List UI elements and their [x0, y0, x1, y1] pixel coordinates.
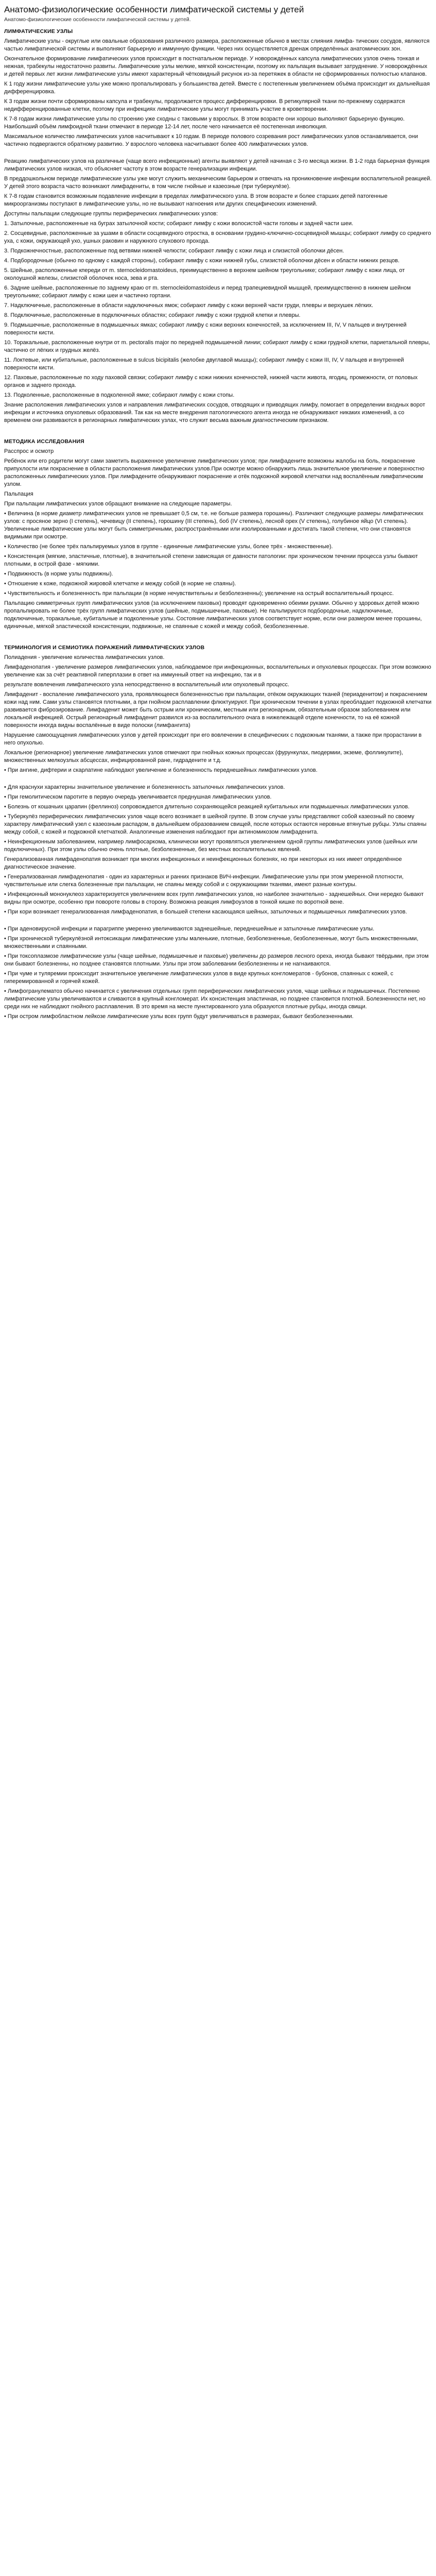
list-item: • При остром лимфобластном лейкозе лимфатические узлы всех групп будут увеличиваться в размерах, бывают безболезненными. [4, 1013, 354, 1020]
list-item: 3. Подкожнечностные, расположенные под ветвями нижней челюсти; собирают лимфу с кожи лица и слизистой оболочки дёсен. [4, 248, 344, 254]
paragraph: Максимальное количество лимфатических узлов насчитывают к 10 годам. В периоде полового созревания рост лимфатических узлов останавливается, они частично подвергаются обратному развитию. У взрослого человека насчитывают более 400 лимфатических узлов. [4, 133, 418, 147]
list-item: • Болезнь от кошачьих царапин (феллиноз) сопровождается длительно сохраняющейся реакцией кубитальных или подмышечных лимфатических узлов. [4, 804, 410, 810]
palpation-heading: Пальпация [4, 491, 33, 497]
paragraph: К 7-8 годам становится возможным подавление инфекции в пределах лимфатического узла. В этом возрасте и более старших детей патогенные микроорганизмы поступают в лимфатические узлы, но не вызывают нагноения или других специфических изменений. [4, 193, 388, 207]
paragraph: К 3 годам жизни почти сформированы капсула и трабекулы, продолжается процесс дифференцировки. В ретикулярной ткани по-прежнему содержатся недифференцированные клетки, поэтому при инфекциях лимфатические узлы могут принимать участие в кроветворении. [4, 98, 405, 112]
list-item: 9. Подмышечные, расположенные в подмышечных ямках; собирают лимфу с кожи верхних конечностей, за исключением III, IV, V пальцев и внутренней поверхности кисти. [4, 322, 407, 336]
list-item: • Лимфогранулематоз обычно начинается с увеличения отдельных групп периферических лимфатических узлов, чаще шейных и подмышечных. Постепенно лимфатические узлы увеличиваются и сливаются в крупный конгломерат. Их консистенция эластичная, но позднее становится плотной. Болезненности нет, но среди них не наблюдают гнойного расплавления. В это время на месте пунктированного узла образуются плотные рубцы, иногда свищи. [4, 988, 426, 1010]
paragraph: К 1 году жизни лимфатические узлы уже можно пропальпировать у большинства детей. Вместе с постепенным увеличением объёма происходит их дальнейшая дифференцировка. [4, 81, 430, 95]
list-item: 2. Сосцевидные, расположенные за ушами в области сосцевидного отростка, в основании грудино-ключично-сосцевидной мышцы; собирают лимфу со среднего уха, с кожи, окружающей ухо, ушных раковин и наружного слухового прохода. [4, 230, 431, 244]
paragraph: Реакцию лимфатических узлов на различные (чаще всего инфекционные) агенты выявляют у детей начиная с 3-го месяца жизни. В 1-2 года барьерная функция лимфатических узлов низкая, что объясняет частоту в этом возрасте генерализации инфекции. [4, 158, 430, 172]
list-item: • При токсоплазмозе лимфатические узлы (чаще шейные, подмышечные и паховые) увеличены до размеров лесного ореха, иногда бывают твёрдыми, при этом они бывают болезненны, но позднее становятся плотными. Узлы при этом заболевании безболезненны и не нагнаиваются. [4, 953, 429, 967]
terminology-heading: ТЕРМИНОЛОГИЯ И СЕМИОТИКА ПОРАЖЕНИЙ ЛИМФАТИЧЕСКИХ УЗЛОВ [4, 645, 205, 651]
page [0, 0, 436, 1038]
lymph-nodes-heading: ЛИМФАТИЧЕСКИЕ УЗЛЫ [4, 28, 73, 35]
list-item: • Консистенция (мягкие, эластичные, плотные), в значительной степени зависящая от давности патологии: при хроническом течении процесса узлы бывают плотными, в острой фазе - мягкими. [4, 553, 418, 567]
list-item: 1. Затылочные, расположенные на буграх затылочной кости; собирают лимфу с кожи волосистой части головы и задней части шеи. [4, 221, 354, 227]
list-item: • Для краснухи характерны значительное увеличение и болезненность затылочных лимфатических узлов. [4, 784, 285, 790]
list-item: • Количество (не более трёх пальпируемых узлов в группе - единичные лимфатические узлы, более трёх - множественные). [4, 544, 333, 550]
list-item: 8. Подключичные, расположенные в подключичных областях; собирают лимфу с кожи грудной клетки и плевры. [4, 312, 301, 318]
list-item: • Генерализованная лимфаденопатия - один из характерных и ранних признаков ВИЧ-инфекции. Лимфатические узлы при этом умеренной плотности, чувствительные или слегка болезненные при пальпации, не спаяны между собой и с окружающими тканями, имеют разные контуры. [4, 874, 404, 888]
paragraph: Знание расположения лимфатических узлов и направления лимфатических сосудов, отводящих и приводящих лимфу, помогает в определении входных ворот инфекции и источника опухолевых образований. Так как на месте внедрения патологического агента иногда не обнаруживают никаких изменений, а со временем они развиваются в регионарных лимфатических узлах, что служит весьма важным диагностическим признаком. [4, 402, 425, 423]
list-item: • Туберкулёз периферических лимфатических узлов чаще всего возникает в шейной группе. В этом случае узлы представляют собой казеозный по своему характеру лимфатический узел с казеозным распадом, в дальнейшем образованием свищей, после которых остаются неровные втянутые рубцы. Узлы спаяны между собой, с кожей и подкожной клетчаткой. Аналогичные изменения наблюдают при актиномикозом лимфаденита. [4, 814, 427, 835]
list-item: • При чуме и туляремии происходит значительное увеличение лимфатических узлов в виде крупных конгломератов - бубонов, спаянных с кожей, с гиперемированной и горячей кожей. [4, 971, 394, 985]
list-item: • Подвижность (в норме узлы подвижны). [4, 571, 113, 577]
list-item: 11. Локтевые, или кубитальные, расположенные в sulcus bicipitalis (желобке двуглавой мышцы); собирают лимфу с кожи III, IV, V пальцев и внутренней поверхности кисти. [4, 357, 404, 371]
list-item: 6. Задние шейные, расположенные по заднему краю от m. sternocleidomastoideus и перед трапециевидной мышцей, преимущественно в нижнем шейном треугольнике; собирают лимфу с кожи шеи и частично гортани. [4, 285, 411, 299]
paragraph: Лимфаденопатия - увеличение размеров лимфатических узлов, наблюдаемое при инфекционных, воспалительных и опухолевых процессах. При этом возможно увеличение как за счёт реактивной гиперплазии в ответ на иммунный ответ на инфекцию, так и в [4, 664, 431, 678]
list-item: 12. Паховые, расположенные по ходу паховой связки; собирают лимфу с кожи нижних конечностей, нижней части живота, ягодиц, промежности, от половых органов и заднего прохода. [4, 375, 418, 388]
list-item: 10. Торакальные, расположенные кнутри от m. pectoralis major по передней подмышечной линии; собирают лимфу с кожи грудной клетки, париетальной плевры, частично от лёгких и грудных желёз. [4, 340, 430, 353]
list-item: Генерализованная лимфаденопатия возникает при многих инфекционных и неинфекционных болезнях, но при некоторых из них имеет определённое диагностическое значение. [4, 856, 402, 870]
paragraph: Лимфатические узлы - округлые или овальные образования различного размера, расположенные обычно в местах слияния лимфа- тических сосудов, являются частью лимфатической системы и выполняют барьерную и иммунную функции. Через них осуществляется дренаж определённых анатомических зон. [4, 38, 430, 52]
paragraph: • При ангине, дифтерии и скарлатине наблюдают увеличение и болезненность переднешейных лимфатических узлов. [4, 767, 318, 773]
paragraph: Лимфаденит - воспаление лимфатического узла, проявляющееся болезненностью при пальпации, отёком окружающих тканей (периаденитом) и покраснением кожи над ним. Сами узлы становятся плотными, а при гнойном расплавлении флюктуируют. При хроническом течении в узлах преобладает подкожной клетчатки развивается фиброзирование. Лимфаденит может быть острым или хроническим, местным или регионарным, обязательным образом заболеванием или локальной инфекцией. Острый регионарный лимфаденит развился из-за воспалительного очага в нижележащей отделе конечности, то на её кожной поверхности иногда видны воспалённые в виде полоски (лимфангита) [4, 691, 432, 728]
paragraph: К 7-8 годам жизни лимфатические узлы по строению уже сходны с таковыми у взрослых. В этом возрасте они хорошо выполняют барьерную функцию. Наибольший объём лимфоидной ткани отмечают в периоде 12-14 лет, после чего начинается её постепенная инволюция. [4, 116, 405, 130]
paragraph: результате вовлечения лимфатического узла непосредственно в воспалительный или опухолевый процесс. [4, 682, 289, 688]
paragraph: Ребёнок или его родители могут сами заметить выраженное увеличение лимфатических узлов; при лимфадените возможны жалобы на боль, покраснение припухлости или покраснение в области расположения лимфатических узлов.При осмотре можно обнаружить лишь значительное увеличение и поверхностно расположенных лимфатических узлов. При лимфадените обнаруживают покраснение и отёк подкожной жировой клетчатки над воспалённым лимфатическим узлом. [4, 458, 425, 487]
list-item: 5. Шейные, расположенные кпереди от m. sternocleidomastoideus, преимущественно в верхнем шейном треугольнике; собирают лимфу с кожи лица, от околоушной железы, слизистой оболочек носа, зева и рта. [4, 267, 405, 281]
methods-subheading: Расспрос и осмотр [4, 448, 54, 454]
list-item: 4. Подбородочные (обычно по одному с каждой стороны), собирают лимфу с кожи нижней губы, слизистой оболочки дёсен и области нижних резцов. [4, 258, 400, 264]
page-subtitle: Анатомо-физиологические особенности лимфатической системы у детей. [4, 16, 191, 23]
groups-intro: Доступны пальпации следующие группы периферических лимфатических узлов: [4, 211, 218, 217]
list-item: • Неинфекционным заболеванием, например лимфосаркома, клинически могут проявляться увеличением одной группы лимфатических узлов (шейных или подключичных). При этом узлы обычно очень плотные, безболезненные, без местных воспалительных явлений. [4, 839, 417, 853]
paragraph: Нарушение самоощущения лимфатических узлов у детей происходит при его вовлечении в специфических с подкожным тканями, а также при прорастании в него опухолью. [4, 732, 422, 746]
list-item: • При аденовирусной инфекции и парагриппе умеренно увеличиваются заднешейные, переднешейные и затылочные лимфатические узлы. [4, 926, 375, 932]
list-item: • При кори возникает генерализованная лимфаденопатия, в большей степени касающаяся шейных, затылочных и подмышечных лимфатических узлов. [4, 909, 407, 915]
list-item: • Величина (в норме диаметр лимфатических узлов не превышает 0,5 см, т.е. не больше размера горошины). Различают следующие размеры лимфатических узлов: с просяное зерно (I степень), чечевицу (II степень), горошину (III степень), боб (IV степень), лесной орех (V степень), голубиное яйцо (VI степень). Увеличенные лимфатические узлы могут быть симметричными, распространёнными или изолированными и достигать такой степени, что они становятся видимыми при осмотре. [4, 511, 424, 540]
methods-heading: МЕТОДИКА ИССЛЕДОВАНИЯ [4, 438, 84, 445]
paragraph: Локальное (регионарное) увеличение лимфатических узлов отмечают при гнойных кожных процессах (фурункулах, пиодермии, экземе, фолликулите), множественных мелкоузлых абсцессах, инфицированной ране, гидраденитe и т.д. [4, 750, 403, 764]
paragraph: Полиадения - увеличение количества лимфатических узлов. [4, 654, 165, 660]
list-item: • При гемолитическом паротите в первую очередь увеличивается преднушная лимфатических узлов. [4, 794, 272, 800]
paragraph: В преддошкольном периоде лимфатические узлы уже могут служить механическим барьером и отвечать на проникновение инфекции воспалительной реакцией. У детей этого возраста часто возникают лимфадениты, в том числе гнойные и казеозные (при туберкулёзе). [4, 176, 432, 190]
page-title: Анатомо-физиологические особенности лимфатической системы у детей [4, 5, 304, 14]
paragraph: При пальпации лимфатических узлов обращают внимание на следующие параметры. [4, 501, 232, 507]
list-item: 13. Подколенные, расположенные в подколенной ямке; собирают лимфу с кожи стопы. [4, 392, 235, 398]
list-item: 7. Надключичные, расположенные в области надключичных ямок; собирают лимфу с кожи верхней части груди, плевры и верхушек лёгких. [4, 302, 374, 309]
list-item: • Чувствительность и болезненность при пальпации (в норме нечувствительны и безболезненны); увеличение на острый воспалительный процесс. [4, 590, 394, 597]
list-item: • Инфекционный мононуклеоз характеризуется увеличением всех групп лимфатических узлов, но наиболее значительно - заднешейных. Они нередко бывают видны при осмотре, особенно при повороте головы в сторону. Возможна реакция лимфоузлов в тонкой кишке по воротной вене. [4, 891, 424, 905]
list-item: • При хронической туберкулёзной интоксикации лимфатические узлы маленькие, плотные, безболезненные, безболезненные, могут быть множественными, множественными и спаянными. [4, 936, 418, 950]
list-item: • Отношение к коже, подкожной жировой клетчатке и между собой (в норме не спаяны). [4, 581, 236, 587]
paragraph: Окончательное формирование лимфатических узлов происходит в постнатальном периоде. У новорождённых капсула лимфатических узлов очень тонкая и нежная, трабекулы недостаточно развиты. Лимфатические узлы мелкие, мягкой консистенции, поэтому их пальпация вызывает затруднение. У новорождённых и детей первых лет жизни лимфатические узлы имеют характерный чётковидный рисунок из-за перетяжек в области не сформированных полностью клапанов. [4, 56, 428, 77]
paragraph: Пальпацию симметричных групп лимфатических узлов (за исключением паховых) проводят одновременно обеими руками. Обычно у здоровых детей можно пропальпировать не более трёх групп лимфатических узлов (шейные, подмышечные, паховые). Не пальпируются подбородочные, надключичные, подключичные, торакальные, кубитальные и подколенные узлы. Состояние лимфатических узлов соответствует норме, если они размером менее горошины, единичные, мягкой эластической консистенции, подвижные, не спаянные с кожей и между собой, безболезненные. [4, 600, 422, 630]
